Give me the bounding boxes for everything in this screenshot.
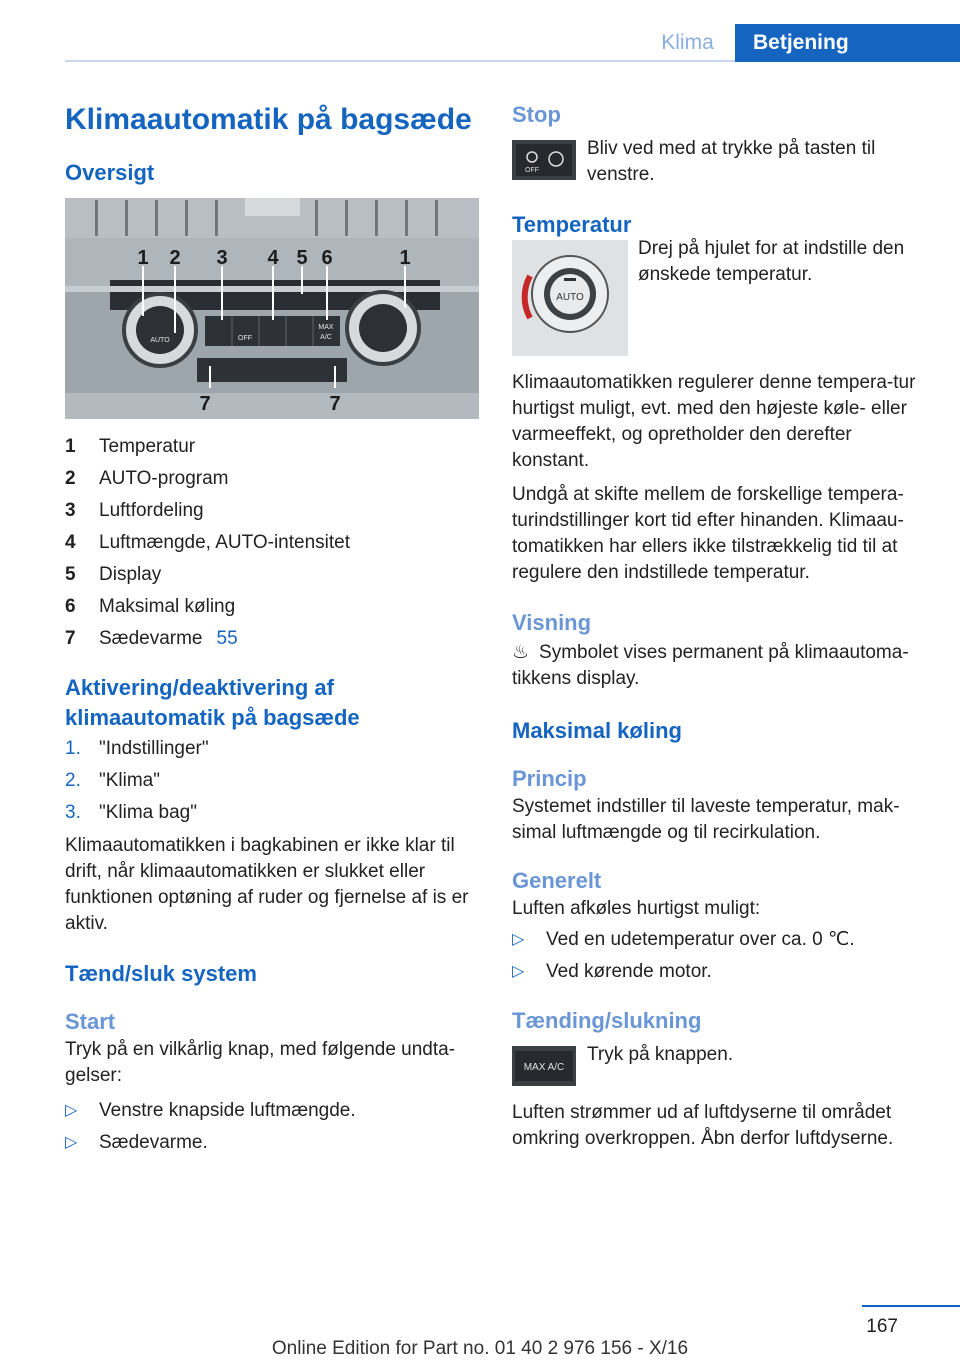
principle-heading: Princip bbox=[512, 766, 587, 791]
list-item: 3. "Klima bag" bbox=[65, 802, 197, 823]
seat-heating-symbol-icon: ♨ bbox=[512, 642, 530, 663]
callout-5: 5 bbox=[296, 247, 308, 269]
callout-2: 2 bbox=[169, 247, 181, 269]
stop-row bbox=[512, 140, 932, 188]
legend-item: 4 Luftmængde, AUTO-intensitet bbox=[65, 532, 350, 553]
fan-off-button-icon bbox=[512, 140, 576, 180]
edition-footer: Online Edition for Part no. 01 40 2 976 156 - X/16 bbox=[271, 1338, 689, 1359]
final-text: Luften strømmer ud af luftdyserne til området omkring overkroppen. Åbn derfor luftdyserne. bbox=[512, 1102, 894, 1149]
left-column bbox=[65, 100, 479, 1159]
temperature-dial-icon bbox=[512, 240, 628, 356]
list-item: 2. "Klima" bbox=[65, 770, 160, 791]
general-heading: Generelt bbox=[512, 868, 602, 893]
temperature-heading: Temperatur bbox=[512, 212, 632, 237]
header-tab-betjening[interactable]: Betjening bbox=[735, 24, 960, 62]
rear-climate-panel-illustration bbox=[65, 198, 479, 419]
legend-item: 3 Luftfordeling bbox=[65, 500, 204, 521]
list-item: ▷ Sædevarme. bbox=[65, 1127, 479, 1159]
stop-text: Bliv ved med at trykke på tasten til venstre. bbox=[587, 138, 876, 185]
legend-item: 7 Sædevarme 55 bbox=[65, 623, 479, 655]
triangle-bullet-icon: ▷ bbox=[512, 931, 525, 948]
activation-note: Klimaautomatikken i bagkabinen er ikke klar til drift, når klimaautomatikken er slukket eller funktionen optøning af ruder og fjernelse af is er aktiv. bbox=[65, 835, 469, 934]
legend-item: 5 Display bbox=[65, 564, 162, 585]
general-text: Luften afkøles hurtigst muligt: bbox=[512, 898, 761, 919]
exceptions-list bbox=[65, 1095, 479, 1159]
max-cooling-heading: Maksimal køling bbox=[512, 718, 682, 743]
max-ac-icon-label: MAX A/C bbox=[523, 1062, 565, 1073]
start-text: Tryk på en vilkårlig knap, med følgende undta-gelser: bbox=[65, 1039, 456, 1086]
right-column bbox=[512, 100, 932, 1152]
triangle-bullet-icon: ▷ bbox=[65, 1134, 78, 1151]
activation-heading: Aktivering/deaktivering af klimaautomatik på bagsæde bbox=[65, 675, 360, 730]
system-heading: Tænd/sluk system bbox=[65, 961, 257, 986]
triangle-bullet-icon: ▷ bbox=[512, 963, 525, 980]
legend-item: 1 Temperatur bbox=[65, 436, 196, 457]
callout-4: 4 bbox=[267, 247, 279, 269]
page-title: Klimaautomatik på bagsæde bbox=[65, 103, 472, 136]
temp-icon-label: AUTO bbox=[556, 292, 584, 303]
onoff-row bbox=[512, 1046, 932, 1086]
temperature-text: Drej på hjulet for at indstille den ønskede temperatur. bbox=[638, 238, 905, 285]
callout-6: 6 bbox=[321, 247, 333, 269]
temperature-row bbox=[512, 240, 932, 356]
page-reference-link[interactable]: 55 bbox=[216, 628, 238, 649]
rear-climate-panel-image bbox=[65, 198, 479, 419]
callout-3: 3 bbox=[216, 247, 228, 269]
start-heading: Start bbox=[65, 1009, 116, 1034]
callout-7-left: 7 bbox=[199, 393, 211, 415]
figure-auto-label: AUTO bbox=[150, 337, 170, 344]
steps-list bbox=[65, 733, 479, 829]
onoff-heading: Tænding/slukning bbox=[512, 1008, 702, 1033]
display-heading: Visning bbox=[512, 610, 592, 635]
onoff-text: Tryk på knappen. bbox=[587, 1044, 734, 1065]
list-item: 1. "Indstillinger" bbox=[65, 738, 209, 759]
general-bullets bbox=[512, 924, 932, 988]
legend-item: 6 Maksimal køling bbox=[65, 596, 236, 617]
max-ac-button-icon bbox=[512, 1046, 576, 1086]
display-text: Symbolet vises permanent på klimaautoma-tikkens display. bbox=[512, 642, 909, 689]
principle-text: Systemet indstiller til laveste temperatur, mak-simal luftmængde og til recirkulation. bbox=[512, 796, 900, 843]
list-item: ▷ Ved en udetemperatur over ca. 0 ℃. bbox=[512, 924, 932, 956]
callout-1: 1 bbox=[137, 247, 149, 269]
footer-rule bbox=[862, 1305, 960, 1307]
temperature-paragraph-2: Undgå at skifte mellem de forskellige tempera-turindstillinger kort tid efter hinanden. Klimaau-tomatikken har ellers ikke tilstrækkelig tid til at regulere den indstillede temperatur. bbox=[512, 484, 904, 583]
stop-icon-label: OFF bbox=[525, 167, 539, 174]
stop-heading: Stop bbox=[512, 102, 561, 127]
list-item: ▷ Ved kørende motor. bbox=[512, 956, 932, 988]
callout-1-right: 1 bbox=[399, 247, 411, 269]
callout-7-right: 7 bbox=[329, 393, 341, 415]
overview-heading: Oversigt bbox=[65, 160, 155, 185]
legend-list bbox=[65, 431, 479, 655]
figure-off-label: OFF bbox=[238, 335, 252, 342]
triangle-bullet-icon: ▷ bbox=[65, 1102, 78, 1119]
temperature-paragraph-1: Klimaautomatikken regulerer denne tempera-tur hurtigst muligt, evt. med den højeste køle- eller varmeeffekt, og opretholder den derefter konstant. bbox=[512, 372, 916, 471]
list-item: ▷ Venstre knapside luftmængde. bbox=[65, 1095, 479, 1127]
page-number: 167 bbox=[866, 1316, 898, 1337]
figure-ac-label: A/C bbox=[320, 334, 332, 341]
figure-max-label: MAX bbox=[318, 324, 334, 331]
legend-item: 2 AUTO-program bbox=[65, 468, 229, 489]
header-tab-klima[interactable]: Klima bbox=[661, 31, 714, 54]
